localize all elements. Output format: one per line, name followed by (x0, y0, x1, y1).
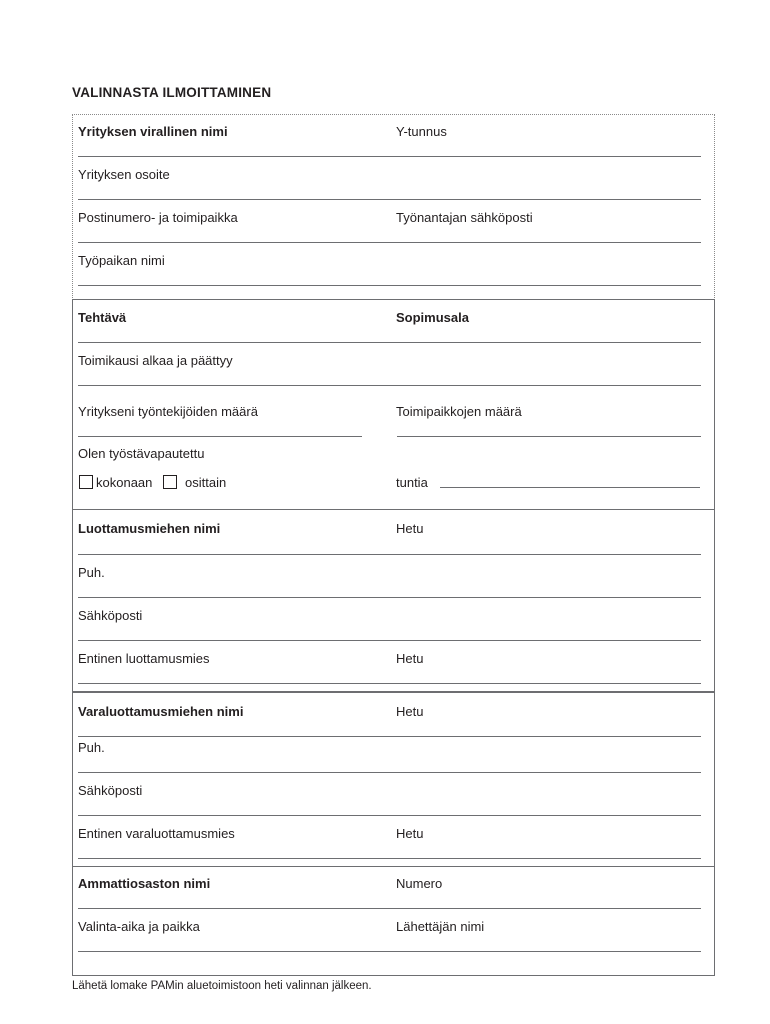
former-deputy-field[interactable] (78, 858, 701, 859)
deputy-name-field[interactable] (78, 736, 701, 737)
locations-field[interactable] (397, 436, 701, 437)
partial-label: osittain (185, 475, 227, 490)
partial-checkbox[interactable] (163, 475, 177, 489)
exempt-label: Olen työstävapautettu (78, 446, 205, 461)
company-section (72, 114, 715, 300)
page-title: VALINNASTA ILMOITTAMINEN (72, 85, 272, 100)
deputy-phone-field[interactable] (78, 772, 701, 773)
steward-name-field[interactable] (78, 554, 701, 555)
company-name-field[interactable] (78, 156, 701, 157)
agreement-label: Sopimusala (396, 310, 469, 325)
election-field[interactable] (78, 951, 701, 952)
steward-name-label: Luottamusmiehen nimi (78, 521, 221, 536)
employer-email-label: Työnantajan sähköposti (396, 210, 533, 225)
steward-email-field[interactable] (78, 640, 701, 641)
steward-hetu-label: Hetu (396, 521, 424, 536)
deputy-email-field[interactable] (78, 815, 701, 816)
full-checkbox[interactable] (79, 475, 93, 489)
branch-name-field[interactable] (78, 908, 701, 909)
task-field[interactable] (78, 342, 701, 343)
deputy-email-label: Sähköposti (78, 783, 143, 798)
footer-note: Lähetä lomake PAMin aluetoimistoon heti valinnan jälkeen. (72, 980, 372, 992)
term-field[interactable] (78, 385, 701, 386)
employees-field[interactable] (78, 436, 362, 437)
company-address-field[interactable] (78, 199, 701, 200)
employees-label: Yritykseni työntekijöiden määrä (78, 404, 258, 419)
postal-field[interactable] (78, 242, 701, 243)
steward-phone-label: Puh. (78, 565, 105, 580)
postal-label: Postinumero- ja toimipaikka (78, 210, 238, 225)
company-address-label: Yrityksen osoite (78, 167, 170, 182)
branch-name-label: Ammattiosaston nimi (78, 876, 211, 891)
term-label: Toimikausi alkaa ja päättyy (78, 353, 233, 368)
company-name-label: Yrityksen virallinen nimi (78, 124, 228, 139)
steward-email-label: Sähköposti (78, 608, 143, 623)
former-deputy-label: Entinen varaluottamusmies (78, 826, 235, 841)
full-label: kokonaan (96, 475, 153, 490)
former-steward-field[interactable] (78, 683, 701, 684)
deputy-phone-label: Puh. (78, 740, 105, 755)
workplace-label: Työpaikan nimi (78, 253, 165, 268)
locations-label: Toimipaikkojen määrä (396, 404, 522, 419)
hours-label: tuntia (396, 475, 428, 490)
election-label: Valinta-aika ja paikka (78, 919, 200, 934)
workplace-field[interactable] (78, 285, 701, 286)
business-id-label: Y-tunnus (396, 124, 447, 139)
branch-number-label: Numero (396, 876, 443, 891)
task-label: Tehtävä (78, 310, 127, 325)
deputy-name-label: Varaluottamusmiehen nimi (78, 704, 244, 719)
steward-phone-field[interactable] (78, 597, 701, 598)
former-steward-label: Entinen luottamusmies (78, 651, 210, 666)
sender-label: Lähettäjän nimi (396, 919, 485, 934)
former-steward-hetu-label: Hetu (396, 651, 424, 666)
deputy-hetu-label: Hetu (396, 704, 424, 719)
hours-field[interactable] (440, 487, 700, 488)
former-deputy-hetu-label: Hetu (396, 826, 424, 841)
